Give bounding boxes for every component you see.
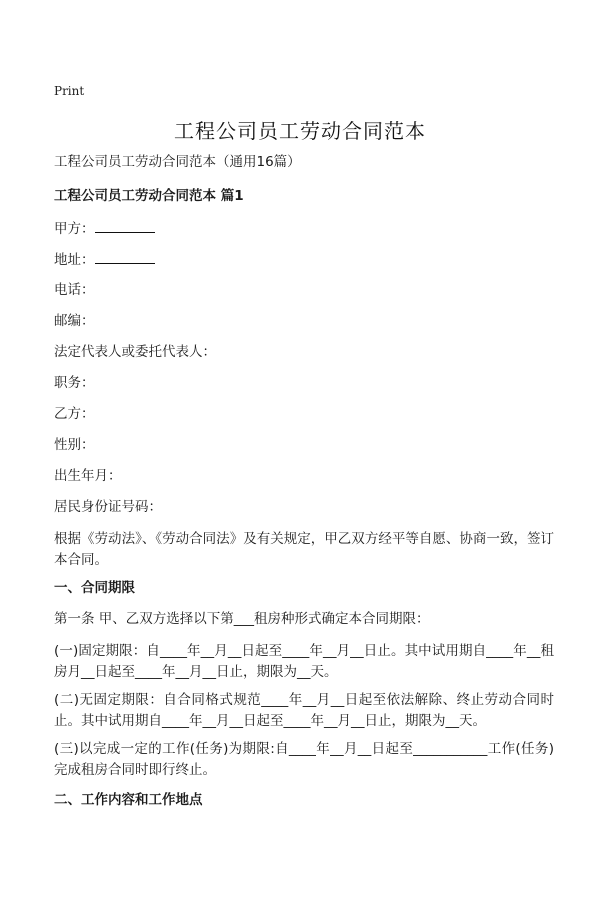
field-address	[54, 249, 155, 270]
party-a-blank	[95, 218, 155, 233]
field-party-b: 乙方：	[54, 406, 95, 422]
address-blank	[95, 249, 155, 264]
intro-paragraph: 根据《劳动法》、《劳动合同法》及有关规定，甲乙双方经平等自愿、协商一致，签订本合同。	[54, 531, 554, 568]
field-gender: 性别：	[54, 437, 95, 453]
heading-contract-term: 一、合同期限	[54, 580, 135, 596]
field-phone: 电话：	[54, 282, 95, 298]
field-birth: 出生年月：	[54, 468, 122, 484]
field-position: 职务：	[54, 375, 95, 391]
section-heading: 工程公司员工劳动合同范本 篇1	[54, 188, 244, 204]
field-party-a	[54, 218, 155, 239]
heading-work-content: 二、工作内容和工作地点	[54, 792, 203, 808]
field-legal-rep: 法定代表人或委托代表人：	[54, 344, 216, 360]
clause-task-term: (三)以完成一定的工作(任务)为期限:自____年__月__日起至___________工作(任务)完成租房合同时即行终止。	[54, 741, 554, 778]
clause-open-term: (二)无固定期限：自合同格式规范____年__月__日起至依法解除、终止劳动合同时止。其中试用期自____年__月__日起至____年__月__日止，期限为__天。	[54, 692, 554, 729]
field-postcode: 邮编：	[54, 313, 95, 329]
field-party-a-label: 甲方：	[54, 221, 95, 237]
print-label: Print	[54, 84, 85, 98]
article-1: 第一条 甲、乙双方选择以下第___租房种形式确定本合同期限：	[54, 611, 430, 627]
field-id-number: 居民身份证号码：	[54, 499, 162, 515]
document-subtitle: 工程公司员工劳动合同范本（通用16篇）	[54, 154, 301, 170]
clause-fixed-term: (一)固定期限：自____年__月__日起至____年__月__日止。其中试用期自____年__租房月__日起至____年__月__日止，期限为__天。	[54, 643, 554, 680]
field-address-label: 地址：	[54, 252, 95, 268]
document-title: 工程公司员工劳动合同范本	[174, 119, 426, 143]
